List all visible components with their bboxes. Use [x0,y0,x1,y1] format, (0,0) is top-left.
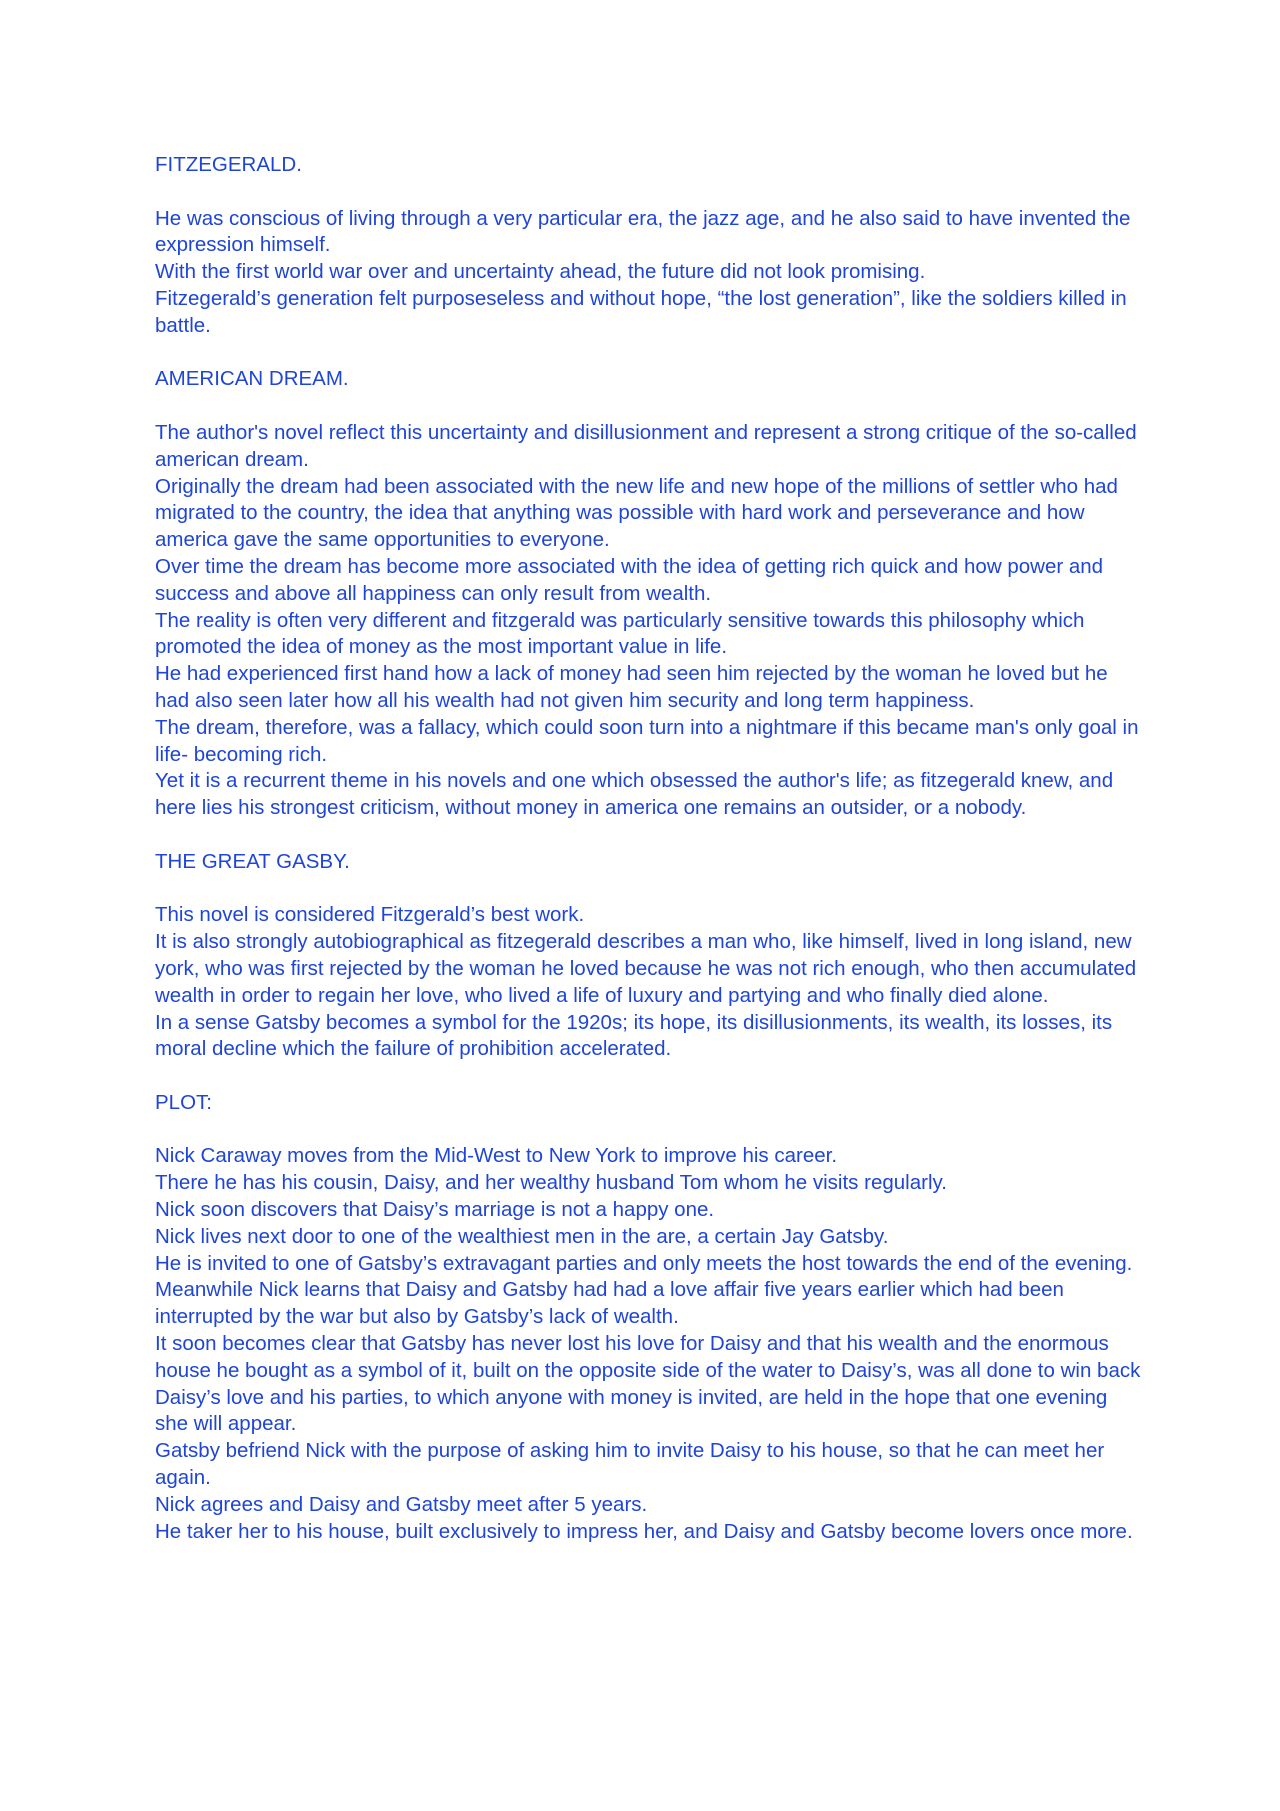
paragraph: Nick lives next door to one of the wealthiest men in the are, a certain Jay Gatsby. [155,1224,889,1248]
document-page [155,152,1145,1545]
paragraph: Gatsby befriend Nick with the purpose of asking him to invite Daisy to his house, so that he can meet her again. [155,1439,1105,1490]
section-plot [155,1090,1145,1546]
paragraph: The author's novel reflect this uncertainty and disillusionment and represent a strong critique of the so-called american dream. [155,420,1137,471]
section-heading: AMERICAN DREAM. [155,367,349,391]
paragraph: The dream, therefore, was a fallacy, which could soon turn into a nightmare if this became man's only goal in life- becoming rich. [155,715,1139,766]
section-heading: PLOT: [155,1090,212,1114]
paragraph: He had experienced first hand how a lack of money had seen him rejected by the woman he loved but he had also seen later how all his wealth had not given him security and long term happiness. [155,662,1108,712]
paragraph: Originally the dream had been associated with the new life and new hope of the millions of settler who had migrated to the country, the idea that anything was possible with hard work and perseverance and how america gave the same opportunities to everyone. [155,474,1118,552]
paragraph: Nick Caraway moves from the Mid-West to New York to improve his career. [155,1144,838,1168]
paragraph: He was conscious of living through a very particular era, the jazz age, and he also said to have invented the expression himself. [155,206,1131,257]
section-fitzgerald [155,152,1145,340]
paragraph: Nick agrees and Daisy and Gatsby meet after 5 years. [155,1492,648,1516]
section-american-dream [155,366,1145,822]
paragraph: He is invited to one of Gatsby’s extravagant parties and only meets the host towards the end of the evening. [155,1251,1133,1275]
section-heading: THE GREAT GASBY. [155,849,350,873]
paragraph: Nick soon discovers that Daisy’s marriage is not a happy one. [155,1198,715,1222]
paragraph: The reality is often very different and fitzgerald was particularly sensitive towards this philosophy which promoted the idea of money as the most important value in life. [155,608,1085,659]
paragraph: With the first world war over and uncertainty ahead, the future did not look promising. [155,260,926,284]
paragraph: Yet it is a recurrent theme in his novels and one which obsessed the author's life; as fitzegerald knew, and here lies his strongest criticism, without money in america one remains an outsider, or a nobody. [155,769,1114,820]
paragraph: In a sense Gatsby becomes a symbol for the 1920s; its hope, its disillusionments, its wealth, its losses, its moral decline which the failure of prohibition accelerated. [155,1010,1113,1061]
paragraph: Fitzegerald’s generation felt purposeseless and without hope, “the lost generation”, like the soldiers killed in battle. [155,286,1127,337]
section-great-gatsby [155,849,1145,1063]
section-heading: FITZEGERALD. [155,153,302,176]
paragraph: It soon becomes clear that Gatsby has never lost his love for Daisy and that his wealth and the enormous house he bought as a symbol of it, built on the opposite side of the water to Daisy’s, was all done to win back Daisy’s love and his parties, to which anyone with money is invited, are held in the hope that one evening she will appear. [155,1332,1141,1436]
paragraph: Over time the dream has become more associated with the idea of getting rich quick and how power and success and above all happiness can only result from wealth. [155,554,1104,605]
paragraph: It is also strongly autobiographical as fitzegerald describes a man who, like himself, lived in long island, new york, who was first rejected by the woman he loved because he was not rich enough, who then accumulated wealth in order to regain her love, who lived a life of luxury and partying and who finally died alone. [155,930,1137,1007]
paragraph: He taker her to his house, built exclusively to impress her, and Daisy and Gatsby become lovers once more. [155,1519,1133,1543]
paragraph: This novel is considered Fitzgerald’s best work. [155,903,585,927]
paragraph: Meanwhile Nick learns that Daisy and Gatsby had had a love affair five years earlier which had been interrupted by the war but also by Gatsby’s lack of wealth. [155,1278,1064,1329]
paragraph: There he has his cousin, Daisy, and her wealthy husband Tom whom he visits regularly. [155,1171,947,1195]
